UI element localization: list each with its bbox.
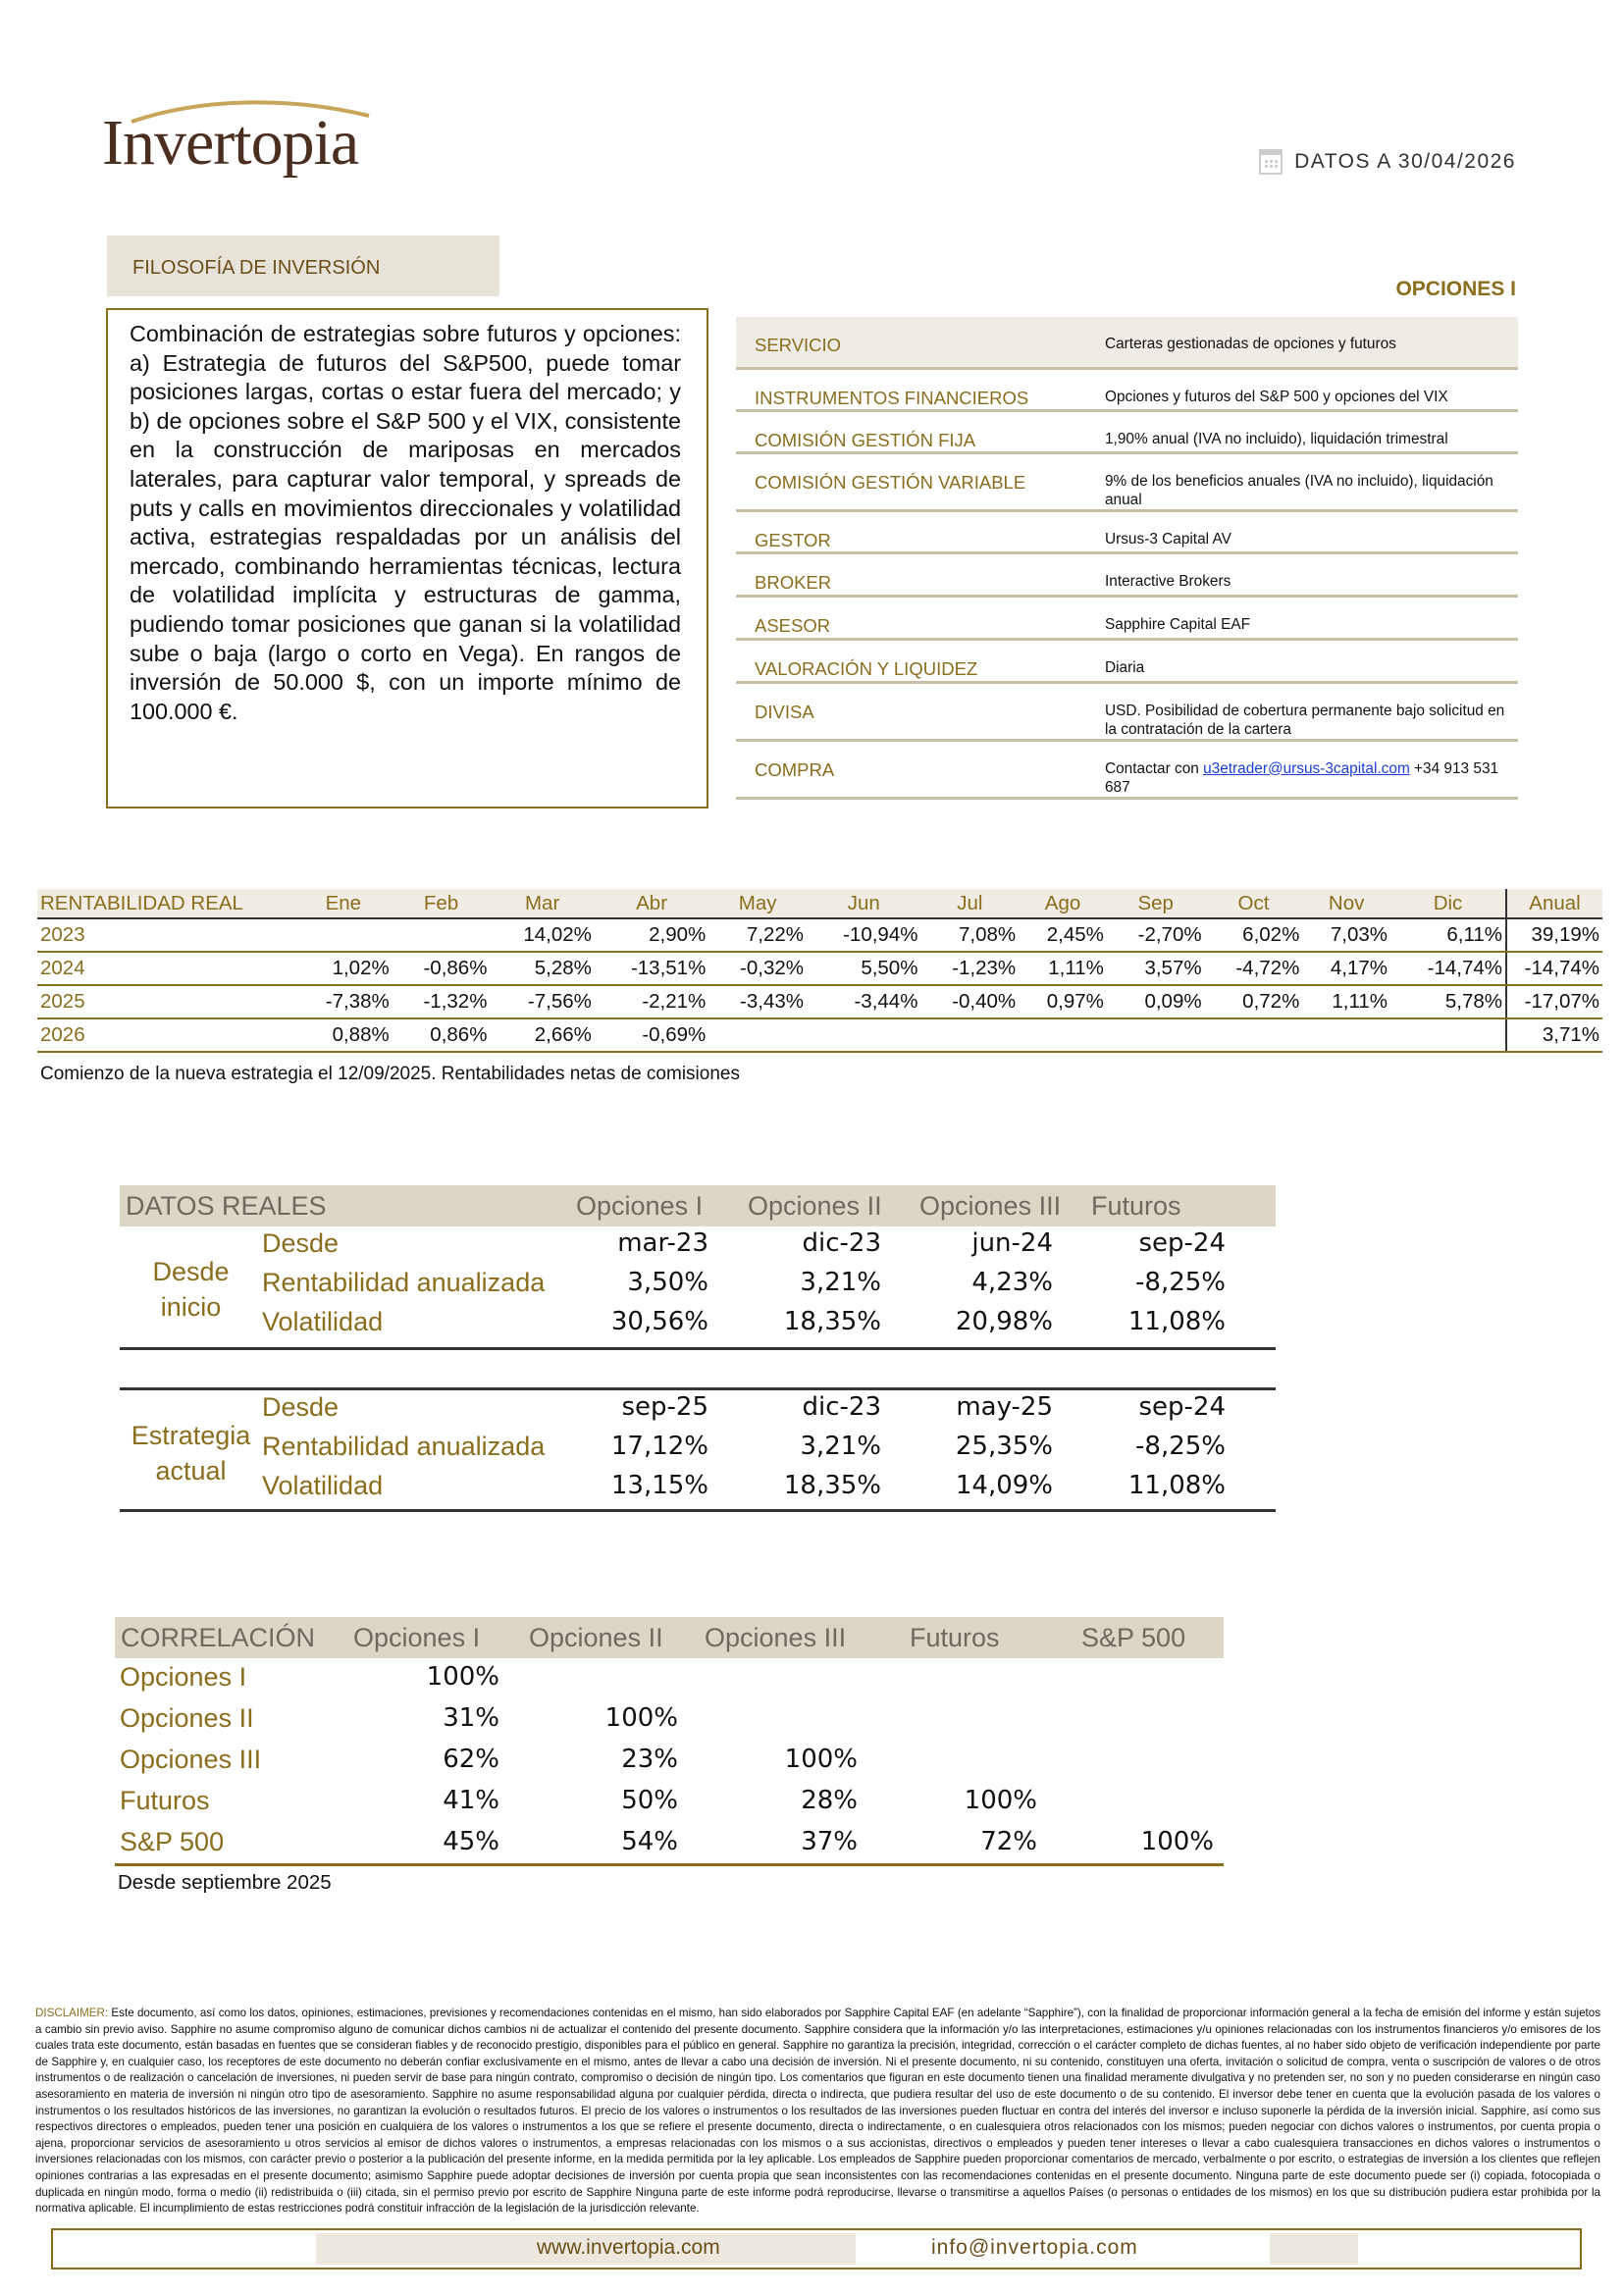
metric-value: may-25 <box>956 1392 1053 1422</box>
service-key: COMISIÓN GESTIÓN VARIABLE <box>736 452 1095 510</box>
year-cell: 2024 <box>37 952 294 985</box>
invertopia-logo <box>102 96 396 184</box>
correlacion-note: Desde septiembre 2025 <box>118 1871 332 1894</box>
datos-reales-row <box>120 1392 1276 1432</box>
month-header: Jun <box>807 889 920 918</box>
datos-reales-group <box>120 1387 1276 1512</box>
datos-reales-row <box>120 1228 1276 1268</box>
metric-label: Volatilidad <box>262 1307 384 1336</box>
service-value: Sapphire Capital EAF <box>1095 596 1518 639</box>
month-header: Jul <box>920 889 1019 918</box>
return-cell: 1,11% <box>1019 952 1107 985</box>
return-cell <box>393 918 491 952</box>
service-key: COMISIÓN GESTIÓN FIJA <box>736 410 1095 452</box>
product-title: OPCIONES I <box>1395 278 1516 300</box>
filosofia-box <box>106 308 708 808</box>
metric-value: 3,50% <box>627 1268 708 1297</box>
correlation-value: 100% <box>604 1703 678 1733</box>
metric-label: Volatilidad <box>262 1471 384 1500</box>
service-value: 9% de los beneficios anuales (IVA no incluido), liquidación anual <box>1095 452 1518 510</box>
return-cell: 7,08% <box>920 918 1019 952</box>
service-row <box>736 452 1518 510</box>
service-row <box>736 639 1518 682</box>
service-key: BROKER <box>736 552 1095 596</box>
return-cell: 0,86% <box>393 1018 491 1052</box>
footer <box>51 2228 1582 2269</box>
metric-value: -8,25% <box>1135 1268 1226 1297</box>
return-cell: -7,38% <box>294 985 393 1018</box>
month-header: Mar <box>490 889 594 918</box>
correlation-value: 45% <box>443 1827 499 1856</box>
month-header: May <box>708 889 807 918</box>
month-header: Dic <box>1390 889 1506 918</box>
report-date-text: DATOS A 30/04/2026 <box>1294 150 1516 173</box>
return-cell <box>1390 1018 1506 1052</box>
datos-reales-group <box>120 1226 1276 1350</box>
month-header: Feb <box>393 889 491 918</box>
return-cell: 7,22% <box>708 918 807 952</box>
metric-value: 18,35% <box>783 1307 881 1336</box>
datos-reales-col-header: Opciones III <box>919 1191 1062 1221</box>
disclaimer <box>35 2006 1600 2217</box>
service-row <box>736 682 1518 740</box>
year-cell: 2023 <box>37 918 294 952</box>
return-cell: -2,70% <box>1107 918 1205 952</box>
datos-reales-col-header: Futuros <box>1091 1191 1181 1221</box>
service-key: SERVICIO <box>736 317 1095 368</box>
metric-value: 25,35% <box>955 1432 1053 1461</box>
return-cell: -3,44% <box>807 985 920 1018</box>
return-cell: -7,56% <box>490 985 594 1018</box>
service-value <box>1095 740 1518 798</box>
service-key: INSTRUMENTOS FINANCIEROS <box>736 368 1095 410</box>
filosofia-text: Combinación de estrategias sobre futuros y opciones: a) Estrategia de futuros del S&P500, puede tomar posiciones largas, cortas o estar fuera del mercado; y b) de opciones sobre el S&P 500 y el VIX, consistente en la construcción de mariposas en mercados laterales, para capturar valor temporal, y spreads de puts y calls en movimientos direccionales y volatilidad activa, estrategias respaldadas por un análisis del mercado, combinando herramientas técnicas, lectura de volatilidad implícita y estructuras de gamma, pudiendo tomar posiciones que ganan si la volatilidad sube o baja (largo o corto en Vega). En rangos de inversión de 50.000 $, con un importe mínimo de 100.000 €. <box>130 321 681 724</box>
month-header: Abr <box>595 889 708 918</box>
service-value: USD. Posibilidad de cobertura permanente bajo solicitud en la contratación de la cartera <box>1095 682 1518 740</box>
metric-label: Rentabilidad anualizada <box>262 1268 546 1297</box>
service-row <box>736 740 1518 798</box>
return-cell: -1,32% <box>393 985 491 1018</box>
metric-value: sep-24 <box>1138 1392 1226 1422</box>
service-row <box>736 410 1518 452</box>
correlacion-row <box>115 1662 1224 1701</box>
annual-return-cell: -14,74% <box>1506 952 1602 985</box>
correlation-value: 100% <box>964 1786 1037 1815</box>
return-cell: -10,94% <box>807 918 920 952</box>
service-key: ASESOR <box>736 596 1095 639</box>
return-cell: 4,17% <box>1302 952 1390 985</box>
rentabilidad-row <box>37 952 1602 985</box>
metric-value: 3,21% <box>800 1268 881 1297</box>
rentabilidad-row <box>37 918 1602 952</box>
month-header: Sep <box>1107 889 1205 918</box>
service-value: Interactive Brokers <box>1095 552 1518 596</box>
datos-reales-col-header: Opciones II <box>748 1191 882 1221</box>
correlation-value: 23% <box>621 1745 678 1774</box>
correlation-value: 72% <box>980 1827 1037 1856</box>
return-cell: -3,43% <box>708 985 807 1018</box>
correlation-value: 100% <box>784 1745 858 1774</box>
return-cell: -14,74% <box>1390 952 1506 985</box>
return-cell <box>807 1018 920 1052</box>
return-cell: 7,03% <box>1302 918 1390 952</box>
correlacion-col-header: Opciones II <box>529 1623 663 1652</box>
service-table <box>736 317 1518 800</box>
metric-value: 30,56% <box>610 1307 708 1336</box>
correlation-value: 28% <box>801 1786 858 1815</box>
service-row <box>736 552 1518 596</box>
correlation-value: 62% <box>443 1745 499 1774</box>
correlacion-body <box>115 1658 1224 1866</box>
service-key: DIVISA <box>736 682 1095 740</box>
rentabilidad-row <box>37 1018 1602 1052</box>
service-value: 1,90% anual (IVA no incluido), liquidación trimestral <box>1095 410 1518 452</box>
correlacion-header <box>115 1617 1224 1658</box>
return-cell: -0,40% <box>920 985 1019 1018</box>
metric-label: Desde <box>262 1228 340 1258</box>
return-cell: -0,69% <box>595 1018 708 1052</box>
service-value: Carteras gestionadas de opciones y futuros <box>1095 317 1518 368</box>
asset-label: Futuros <box>120 1786 210 1815</box>
metric-value: 11,08% <box>1127 1307 1226 1336</box>
return-cell: -0,32% <box>708 952 807 985</box>
correlation-value: 31% <box>443 1703 499 1733</box>
datos-reales-header <box>120 1185 1276 1226</box>
footer-email-link[interactable]: info@invertopia.com <box>931 2236 1138 2259</box>
contact-prefix: Contactar con <box>1105 759 1204 777</box>
metric-label: Rentabilidad anualizada <box>262 1432 546 1461</box>
service-row <box>736 596 1518 639</box>
return-cell: 3,57% <box>1107 952 1205 985</box>
metric-label: Desde <box>262 1392 340 1422</box>
return-cell: -1,23% <box>920 952 1019 985</box>
return-cell: -4,72% <box>1205 952 1303 985</box>
metric-value: dic-23 <box>802 1228 881 1258</box>
service-row <box>736 510 1518 552</box>
report-date <box>1259 149 1516 175</box>
group-label: Desde inicio <box>152 1257 230 1322</box>
annual-return-cell: 39,19% <box>1506 918 1602 952</box>
return-cell: 2,66% <box>490 1018 594 1052</box>
disclaimer-label: DISCLAIMER: <box>35 2007 109 2019</box>
metric-value: 11,08% <box>1127 1471 1226 1500</box>
correlacion-row <box>115 1786 1224 1825</box>
return-cell: 5,78% <box>1390 985 1506 1018</box>
return-cell: 2,90% <box>595 918 708 952</box>
correlacion-col-header: S&P 500 <box>1081 1623 1186 1652</box>
metric-value: 13,15% <box>610 1471 708 1500</box>
filosofia-header: FILOSOFÍA DE INVERSIÓN <box>107 235 499 296</box>
return-cell: -2,21% <box>595 985 708 1018</box>
calendar-icon <box>1259 149 1283 175</box>
return-cell <box>1019 1018 1107 1052</box>
metric-value: 14,09% <box>955 1471 1053 1500</box>
return-cell: 14,02% <box>490 918 594 952</box>
annual-return-cell: -17,07% <box>1506 985 1602 1018</box>
contact-email-link[interactable]: u3etrader@ursus-3capital.com <box>1203 759 1410 777</box>
rentabilidad-header-row <box>37 889 1602 918</box>
return-cell: 0,09% <box>1107 985 1205 1018</box>
metric-value: jun-24 <box>971 1228 1053 1258</box>
annual-return-cell: 3,71% <box>1506 1018 1602 1052</box>
asset-label: S&P 500 <box>120 1827 225 1856</box>
datos-reales-row <box>120 1268 1276 1307</box>
return-cell: 5,28% <box>490 952 594 985</box>
group-label: Estrategia actual <box>131 1421 251 1486</box>
return-cell: 2,45% <box>1019 918 1107 952</box>
disclaimer-text: Este documento, así como los datos, opiniones, estimaciones, previsiones y recomendaciones contenidas en el mismo, han sido elaborados por Sapphire Capital EAF (en adelante “Sapphire”), con la finalidad de proporcionar información general a la fecha de emisión del informe y están sujetos a cambio sin previo aviso. Sapphire no asume compromiso alguno de comunicar dichos cambios ni de actualizar el contenido del presente documento. Sapphire considera que la información y/o las interpretaciones, estimaciones y/u opiniones relacionadas con los instrumentos financieros y/o emisores de los cuales trata este documento, están basadas en fuentes que se consideran fiables y de reconocido prestigio, disponibles para el público en general. Sapphire no garantiza la precisión, integridad, corrección o el carácter completo de dichas fuentes, al no haber sido objeto de verificación independiente por parte de Sapphire y, en cualquier caso, los receptores de este documento no deberán confiar exclusivamente en el mismo, antes de llevar a cabo una decisión de inversión. Ni el presente documento, ni su contenido, constituyen una oferta, invitación o solicitud de compra, venta o suscripción de valores o de otros instrumentos o de realización o cancelación de inversiones, ni pueden servir de base para ningún contrato, compromiso o decisión de ningún tipo. Los comentarios que figuran en este documento tienen una finalidad meramente divulgativa y no pretenden ser, no son y no pueden considerarse en ningún caso asesoramiento en materia de inversión ni ningún otro tipo de asesoramiento. Sapphire no asume responsabilidad alguna por cualquier pérdida, directa o indirecta, que pudiera resultar del uso de este documento o de su contenido. El inversor debe tener en cuenta que la evolución pasada de los valores o instrumentos o los resultados históricos de las inversiones, no garantizan la evolución o resultados futuros. El precio de los valores o instrumentos o los resultados de las inversiones pueden fluctuar en contra del interés del inversor e incluso suponerle la pérdida de la inversión inicial. Sapphire, así como sus respectivos directores o empleados, pueden tener una posición en cualquiera de los valores o instrumentos a los que se refiere el presente documento, directa o indirectamente, o en cualesquiera otros relacionados con los mismos; pueden negociar con dichos valores o instrumentos, por cuenta propia o ajena, proporcionar servicios de asesoramiento u otros servicios al emisor de dichos valores o instrumentos, a empresas relacionadas con los mismos o a sus accionistas, directivos o empleados y pueden tener intereses o llevar a cabo cualesquiera transacciones en dichos valores o instrumentos o inversiones relacionadas con los mismos, con carácter previo o posterior a la publicación del presente informe, en la medida permitida por la ley aplicable. Los empleados de Sapphire pueden proporcionar comentarios de mercado, verbalmente o por escrito, o estrategias de inversión a los clientes que reflejen opiniones contrarias a las expresadas en el presente documento; asimismo Sapphire puede adoptar decisiones de inversión por cuenta propia que sean inconsistentes con las recomendaciones contenidas en el presente documento. Ninguna parte de este documento puede ser (i) copiada, fotocopiada o duplicada en ningún modo, forma o medio (ii) redistribuida o (iii) citada, sin el permiso previo por escrito de Sapphire Ninguna parte de este informe podrá reproducirse, llevarse o transmitirse a aquellos Países (o personas o entidades de los mismos) en los que su distribución pudiera estar prohibida por la normativa aplicable. El incumplimiento de estas restricciones podrá constituir infracción de la legislación de la jurisdicción relevante. <box>35 2007 1600 2216</box>
month-header: Anual <box>1506 889 1602 918</box>
return-cell: 5,50% <box>807 952 920 985</box>
return-cell: 0,88% <box>294 1018 393 1052</box>
footer-shade <box>1270 2233 1358 2265</box>
datos-reales-table <box>120 1185 1276 1512</box>
correlacion-col-header: Opciones I <box>353 1623 481 1652</box>
return-cell <box>294 918 393 952</box>
correlacion-title: CORRELACIÓN <box>121 1623 316 1652</box>
datos-reales-col-header: Opciones I <box>576 1191 704 1221</box>
datos-reales-title: DATOS REALES <box>126 1191 327 1221</box>
rentabilidad-row <box>37 985 1602 1018</box>
datos-reales-row <box>120 1471 1276 1510</box>
service-key: VALORACIÓN Y LIQUIDEZ <box>736 639 1095 682</box>
correlacion-table <box>115 1617 1224 1866</box>
metric-value: 3,21% <box>800 1432 881 1461</box>
correlation-value: 37% <box>801 1827 858 1856</box>
return-cell: 0,97% <box>1019 985 1107 1018</box>
service-value: Diaria <box>1095 639 1518 682</box>
metric-value: dic-23 <box>802 1392 881 1422</box>
return-cell <box>1107 1018 1205 1052</box>
correlation-value: 100% <box>426 1662 499 1692</box>
year-cell: 2026 <box>37 1018 294 1052</box>
correlacion-row <box>115 1827 1224 1866</box>
return-cell: 0,72% <box>1205 985 1303 1018</box>
contact-phone: +34 913 531 687 <box>1105 759 1499 796</box>
correlation-value: 54% <box>621 1827 678 1856</box>
rentabilidad-note: Comienzo de la nueva estrategia el 12/09/2025. Rentabilidades netas de comisiones <box>40 1064 740 1084</box>
month-header: Ene <box>294 889 393 918</box>
datos-reales-row <box>120 1432 1276 1471</box>
metric-value: 18,35% <box>783 1471 881 1500</box>
correlacion-col-header: Futuros <box>910 1623 1000 1652</box>
rentabilidad-table <box>37 889 1602 1053</box>
correlacion-row <box>115 1745 1224 1784</box>
metric-value: 4,23% <box>971 1268 1053 1297</box>
logo-wordmark: Invertopia <box>102 107 359 179</box>
metric-value: 20,98% <box>955 1307 1053 1336</box>
return-cell: 6,02% <box>1205 918 1303 952</box>
service-row <box>736 368 1518 410</box>
month-header: Nov <box>1302 889 1390 918</box>
datos-reales-row <box>120 1307 1276 1346</box>
return-cell: -13,51% <box>595 952 708 985</box>
correlation-value: 50% <box>621 1786 678 1815</box>
return-cell: 6,11% <box>1390 918 1506 952</box>
footer-website-link[interactable]: www.invertopia.com <box>537 2236 720 2259</box>
return-cell <box>1205 1018 1303 1052</box>
service-value: Opciones y futuros del S&P 500 y opciones del VIX <box>1095 368 1518 410</box>
service-key: COMPRA <box>736 740 1095 798</box>
metric-value: 17,12% <box>610 1432 708 1461</box>
correlacion-row <box>115 1703 1224 1743</box>
return-cell: 1,02% <box>294 952 393 985</box>
metric-value: mar-23 <box>617 1228 708 1258</box>
metric-value: -8,25% <box>1135 1432 1226 1461</box>
return-cell: 1,11% <box>1302 985 1390 1018</box>
return-cell <box>920 1018 1019 1052</box>
return-cell: -0,86% <box>393 952 491 985</box>
return-cell <box>708 1018 807 1052</box>
month-header: Ago <box>1019 889 1107 918</box>
correlation-value: 41% <box>443 1786 499 1815</box>
asset-label: Opciones II <box>120 1703 254 1733</box>
metric-value: sep-24 <box>1138 1228 1226 1258</box>
metric-value: sep-25 <box>621 1392 708 1422</box>
asset-label: Opciones I <box>120 1662 247 1692</box>
service-row <box>736 317 1518 368</box>
return-cell <box>1302 1018 1390 1052</box>
asset-label: Opciones III <box>120 1745 262 1774</box>
month-header: Oct <box>1205 889 1303 918</box>
year-cell: 2025 <box>37 985 294 1018</box>
service-key: GESTOR <box>736 510 1095 552</box>
correlacion-col-header: Opciones III <box>705 1623 847 1652</box>
correlation-value: 100% <box>1140 1827 1214 1856</box>
service-value: Ursus-3 Capital AV <box>1095 510 1518 552</box>
rentabilidad-title: RENTABILIDAD REAL <box>37 889 294 918</box>
